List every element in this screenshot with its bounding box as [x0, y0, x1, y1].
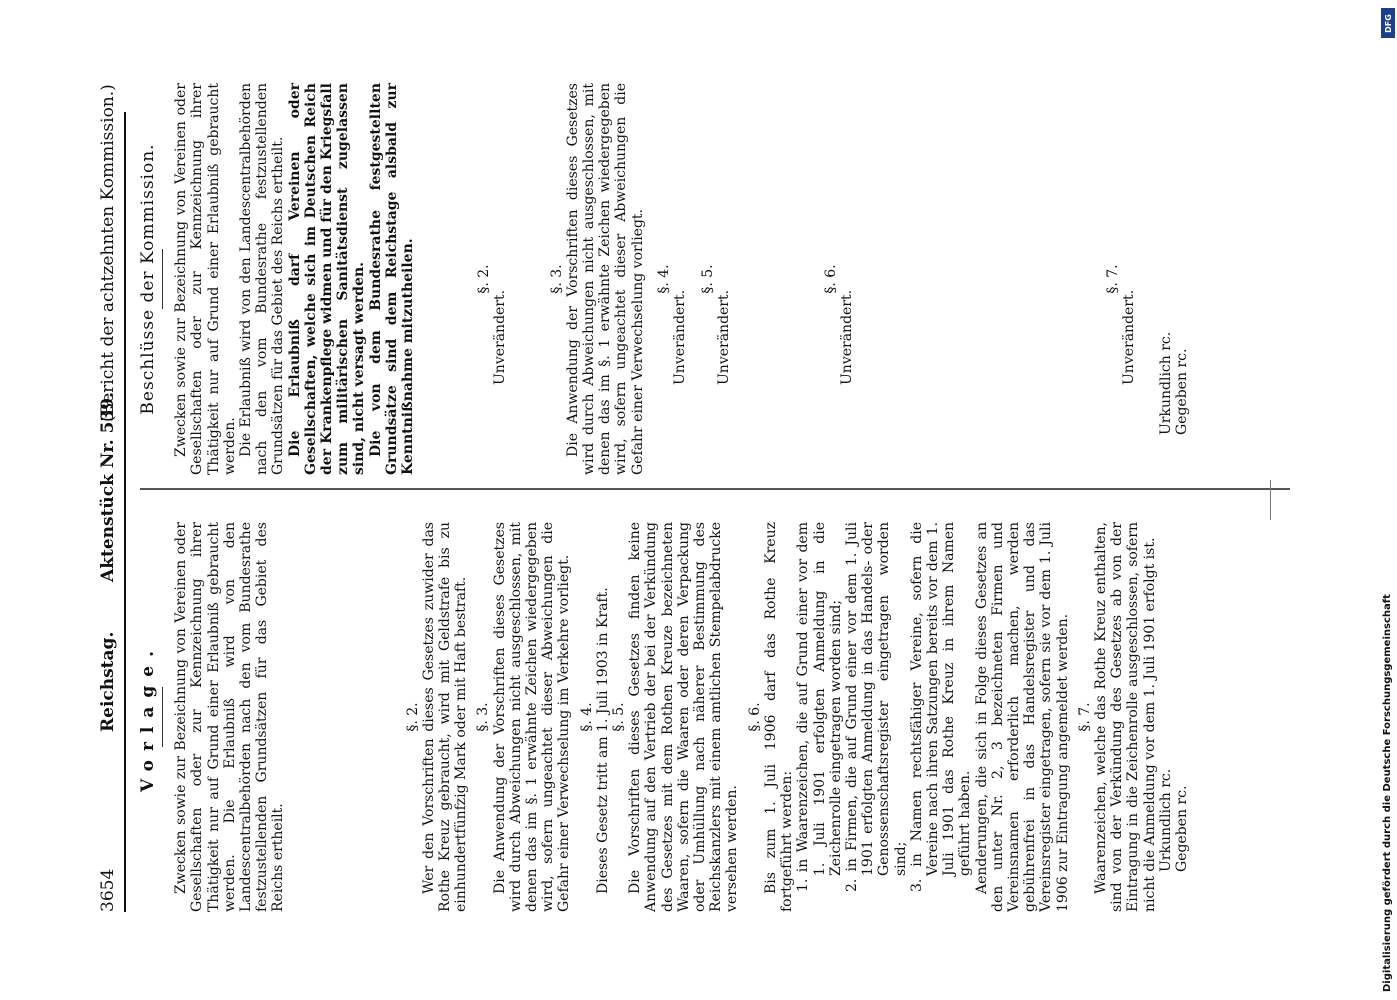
left-s2-text: Wer den Vorschriften dieses Gesetzes zuwider das Rothe Kreuz gebraucht, wird mit Geldstrafe bis zu einhundertfünfzig Mark oder mit Haft bestraft.	[420, 522, 470, 912]
left-s5-text: Die Vorschriften dieses Gesetzes finden keine Anwendung auf den Vertrieb der bei der Verkündung des Gesetzes mit dem Rothen Kreuze bezeichneten Waaren, sofern die Waaren oder deren Verpackung oder Umhüllung nach näherer Bestimmung des Reichskanzlers mit einem amtlichen Stempelabdrucke versehen werden.	[627, 522, 741, 912]
dfg-logo-text: DFG	[1383, 13, 1393, 33]
left-s3-heading: §. 3.	[475, 702, 492, 732]
left-s6-intro: Bis zum 1. Juli 1906 darf das Rothe Kreuz fortgeführt werden:	[762, 522, 796, 912]
report-title: (Bericht der achtzehnten Kommission.)	[98, 84, 118, 422]
right-intro-bold-2: Die von dem Bundesrathe festgestellten Grundsätze sind dem Reichstage alsbald zur Kenntnißnahme mitzutheilen.	[367, 83, 417, 475]
right-s4-text: Unverändert.	[672, 289, 689, 385]
dfg-logo	[1381, 8, 1395, 38]
watermark-text: Digitalisierung gefördert durch die Deutsche Forschungsgemeinschaft	[1382, 594, 1393, 992]
funding-watermark	[1380, 6, 1396, 996]
right-s2-heading: §. 2.	[476, 264, 493, 294]
right-s3-heading: §. 3.	[548, 264, 565, 294]
left-s5-heading: §. 5.	[611, 702, 628, 732]
document-number: Aktenstück Nr. 539.	[98, 391, 118, 582]
right-s2-text: Unverändert.	[492, 289, 509, 385]
page-number: 3654	[98, 868, 118, 912]
left-column	[140, 522, 1190, 912]
right-intro-bold: Die Erlaubniß darf Vereinen oder Gesellschaften, welche sich im Deutschen Reich der Krankenpflege widmen und für den Kriegsfall zum militärischen Sanitätsdienst zugelassen sind, nicht versagt werden.	[286, 83, 368, 475]
right-s4-heading: §. 4.	[655, 264, 672, 294]
right-s5-heading: §. 5.	[700, 264, 717, 294]
institution-name: Reichstag.	[98, 631, 118, 732]
list-item: 3. in Namen rechtsfähiger Vereine, sofern die Vereine nach ihren Satzungen bereits vor dem 1. Juli 1901 das Rothe Kreuz in ihrem Namen geführt haben.	[908, 522, 974, 892]
left-closing-1: Urkundlich rc.	[1157, 768, 1174, 872]
left-s2-heading: §. 2.	[404, 702, 421, 732]
list-item: 2. in Firmen, die auf Grund einer vor dem 1. Juli 1901 erfolgten Anmeldung in das Handels- oder Genossenschaftsregister eingetragen worden sind;	[843, 522, 909, 892]
left-s4-text: Dieses Gesetz tritt am 1. Juli 1903 in Kraft.	[594, 587, 611, 894]
left-s6-heading: §. 6.	[746, 702, 763, 732]
left-s4-heading: §. 4.	[578, 702, 595, 732]
header-rule	[124, 112, 126, 912]
right-s3-text: Die Anwendung der Vorschriften dieses Gesetzes wird durch Abweichungen nicht ausgeschlossen, mit denen das im §. 1 erwähnte Zeichen wiedergegeben wird, sofern ungeachtet dieser Abweichungen die Gefahr einer Verwechselung vorliegt.	[564, 83, 646, 475]
right-s5-text: Unverändert.	[716, 289, 733, 385]
right-title: Beschlüsse der Kommission.	[138, 143, 158, 415]
left-s6-list	[795, 522, 973, 892]
right-s7-heading: §. 7.	[1105, 264, 1122, 294]
left-closing-2: Gegeben rc.	[1173, 785, 1190, 872]
right-intro-2: Die Erlaubniß wird von den Landescentralbehörden nach den vom Bundesrathe festzustellenden Grundsätzen für das Gebiet des Reichs ertheilt.	[238, 83, 287, 475]
left-title-rule	[162, 687, 163, 747]
right-closing-1: Urkundlich rc.	[1157, 331, 1174, 435]
left-s7-text: Waarenzeichen, welche das Rothe Kreuz enthalten, sind von der Verkündung des Gesetzes ab von der Eintragung in die Zeichenrolle ausgeschlossen, sofern nicht die Anmeldung vor dem 1. Juli 1901 erfolgt ist.	[1092, 522, 1158, 912]
left-s3-text: Die Anwendung der Vorschriften dieses Gesetzes wird durch Abweichungen nicht ausgeschlossen, mit denen das im §. 1 erwähnte Zeichen wiedergegeben wird, sofern ungeachtet dieser Abweichungen die Gefahr einer Verwechselung im Verkehre vorliegt.	[491, 522, 573, 912]
column-divider	[140, 488, 1290, 490]
right-intro: Zwecken sowie zur Bezeichnung von Vereinen oder Gesellschaften oder zur Kennzeichnung ihrer Thätigkeit nur auf Grund einer Erlaubniß gebraucht werden.	[173, 83, 238, 475]
end-rule	[1270, 480, 1271, 520]
list-item: 1. in Waarenzeichen, die auf Grund einer vor dem 1. Juli 1901 erfolgten Anmeldung in die Zeichenrolle eingetragen worden sind;	[795, 522, 844, 892]
left-title: Vorlage.	[138, 641, 158, 793]
right-s6-heading: §. 6.	[822, 264, 839, 294]
page-header	[98, 12, 122, 912]
right-s7-text: Unverändert.	[1121, 289, 1138, 385]
right-closing-2: Gegeben rc.	[1173, 348, 1190, 435]
right-title-rule	[162, 249, 163, 309]
left-intro: Zwecken sowie zur Bezeichnung von Vereinen oder Gesellschaften oder zur Kennzeichnung ihrer Thätigkeit nur auf Grund einer Erlaubniß gebraucht werden. Die Erlaubniß wird von den Landescentralbehörden nach den vom Bundesrathe festzustellenden Grundsätzen für das Gebiet des Reichs ertheilt.	[173, 522, 287, 912]
left-s6-text2: Aenderungen, die sich in Folge dieses Gesetzes an den unter Nr. 2, 3 bezeichneten Firmen und Vereinsnamen erforderlich machen, werden gebührenfrei in das Handelsregister und das Vereinsregister eingetragen, sofern sie vor dem 1. Juli 1906 zur Eintragung angemeldet werden.	[973, 522, 1071, 912]
left-s7-heading: §. 7.	[1076, 702, 1093, 732]
right-s6-text: Unverändert.	[838, 289, 855, 385]
right-column	[140, 83, 1190, 475]
